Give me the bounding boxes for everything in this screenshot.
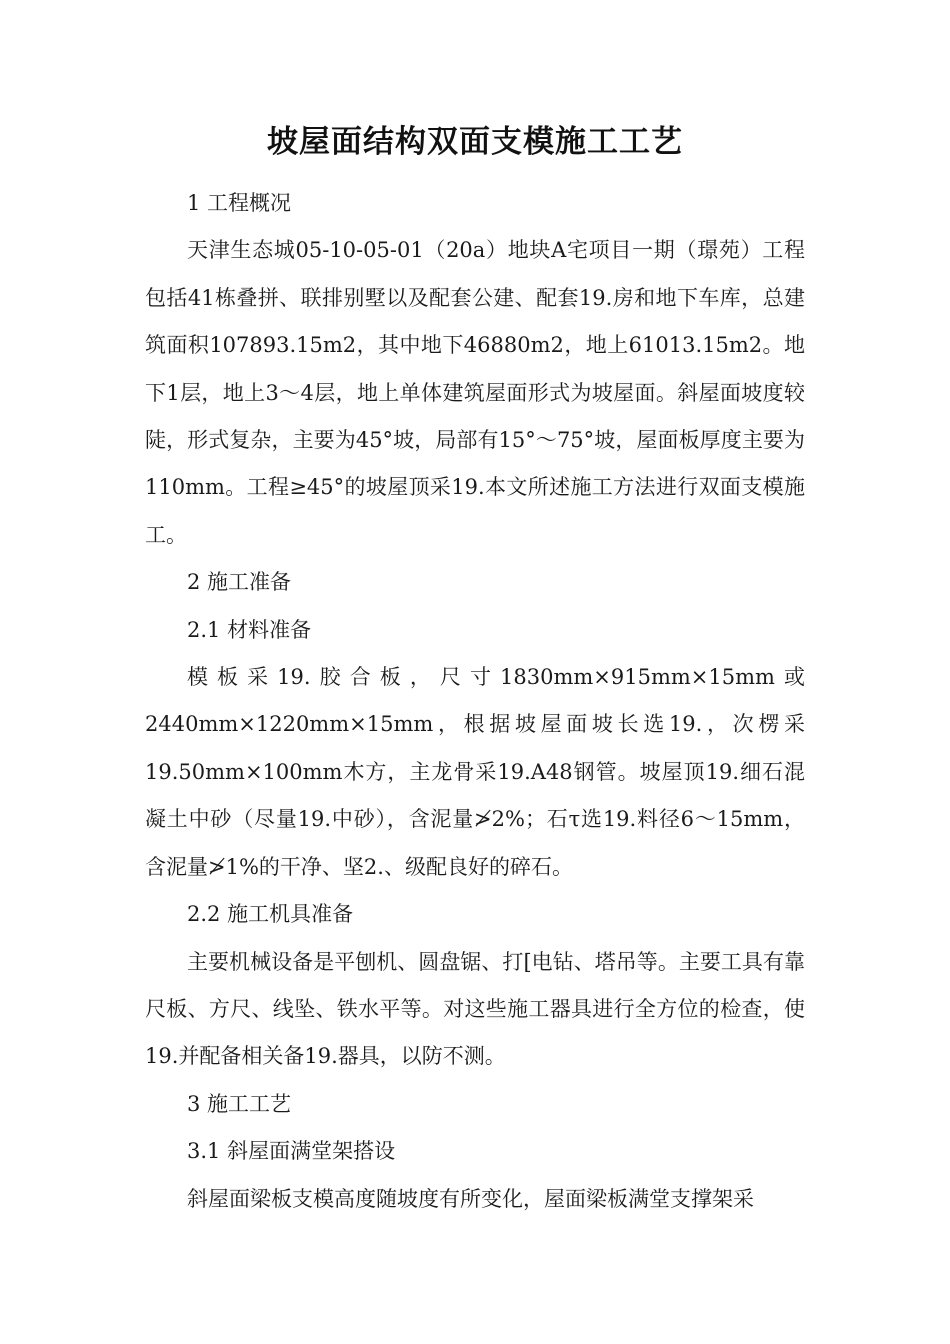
paragraph-materials: 模板采19.胶合板，尺寸1830mm×915mm×15mm或2440mm×1220mm×15mm，根据坡屋面坡长选19.，次楞采19.50mm×100mm木方，主龙骨采19.A48钢管。坡屋顶19.细石混凝土中砂（尽量19.中砂），含泥量≯2%；石τ选19.料径6～15mm，含泥量≯1%的干净、坚2.、级配良好的碎石。 — [145, 665, 805, 879]
document-body — [145, 180, 805, 1223]
paragraph-scaffold: 斜屋面梁板支模高度随坡度有所变化，屋面梁板满堂支撑架采 — [187, 1186, 754, 1211]
document-title: 坡屋面结构双面支模施工工艺 — [267, 124, 683, 160]
section-heading-2-2: 2.2 施工机具准备 — [187, 902, 354, 927]
paragraph-project-overview: 天津生态城05-10-05-01（20a）地块A宅项目一期（璟苑）工程包括41栋叠拼、联排别墅以及配套公建、配套19.房和地下车库，总建筑面积107893.15m2，其中地下46880m2，地上61013.15m2。地下1层，地上3～4层，地上单体建筑屋面形式为坡屋面。斜屋面坡度较陡，形式复杂，主要为45°坡，局部有15°～75°坡，屋面板厚度主要为110mm。工程≥45°的坡屋顶采19.本文所述施工方法进行双面支模施工。 — [145, 238, 805, 547]
section-heading-1: 1 工程概况 — [187, 191, 292, 215]
paragraph-equipment: 主要机械设备是平刨机、圆盘锯、打[电钻、塔吊等。主要工具有靠尺板、方尺、线坠、铁水平等。对这些施工器具进行全方位的检查，使19.并配备相关备19.器具，以防不测。 — [145, 949, 805, 1069]
section-heading-3: 3 施工工艺 — [187, 1091, 292, 1116]
section-heading-3-1: 3.1 斜屋面满堂架搭设 — [187, 1139, 396, 1164]
section-heading-2: 2 施工准备 — [187, 570, 292, 595]
section-heading-2-1: 2.1 材料准备 — [187, 617, 312, 642]
